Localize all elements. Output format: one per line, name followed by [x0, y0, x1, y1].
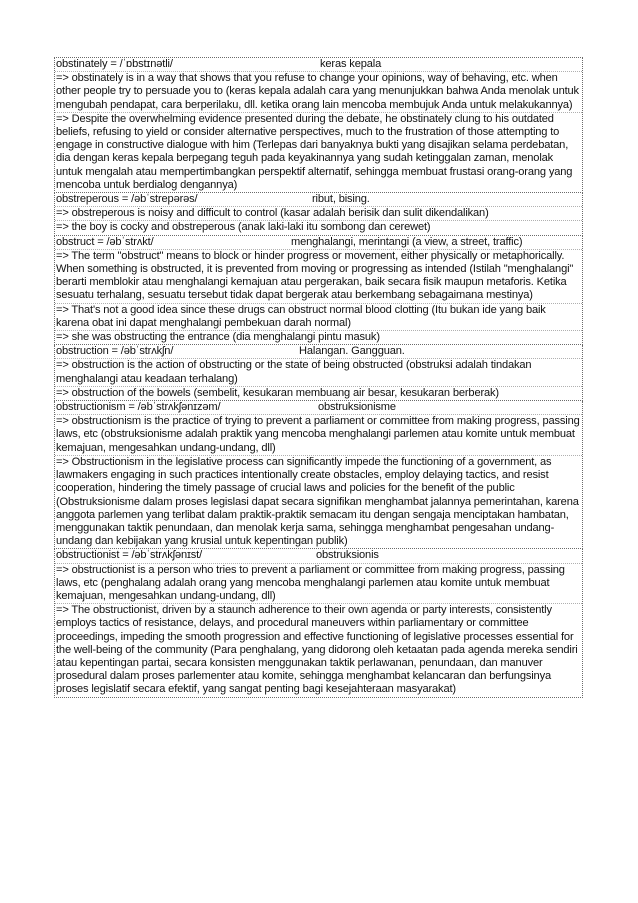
example-line: => The obstructionist, driven by a staunch adherence to their own agenda or party interests, consistently employs tactics of resistance, delays, and procedural maneuvers within parliamentary or committee proceedings, impeding the smooth progression and effective functioning of legislative processes essential for the well-being of the community (Para penghalang, yang didorong oleh ketaatan pada agenda mereka sendiri atau kepentingan partai, secara konsisten menggunakan taktik perlawanan, penundaan, dan manuver prosedural dalam proses parlementer atau komite, sehingga menghambat kelancaran dan berfungsinya proses legislatif secara efektif, yang sangat penting bagi kesejahteraan masyarakat) — [56, 604, 578, 696]
headword-line — [55, 345, 582, 359]
headword-term: obstinately = /ˈɒbstɪnətli/ — [56, 58, 173, 70]
entry-obstructionism — [54, 401, 583, 549]
headword-meaning: keras kepala — [320, 58, 382, 70]
headword-term: obstreperous = /əbˈstrepərəs/ — [56, 193, 198, 206]
headword-term: obstruct = /əbˈstrʌkt/ — [56, 235, 154, 248]
headword-meaning: Halangan. Gangguan. — [299, 345, 405, 358]
entry-obstruction — [54, 345, 583, 401]
entry-obstinately — [54, 57, 583, 193]
headword-meaning: obstruksionisme — [318, 401, 396, 414]
definition-line: => obstructionist is a person who tries to prevent a parliament or committee from making progress, passing laws, etc (penghalang adalah orang yang mencoba menghalangi parlemen atau komite untuk membuat kemajuan, mengesahkan undang-undang, dll) — [55, 564, 582, 605]
entry-obstructionist — [54, 549, 583, 697]
headword-line — [55, 58, 582, 72]
definition-line: => obstructionism is the practice of trying to prevent a parliament or committee from making progress, passing laws, etc (obstruksionisme adalah praktik yang mencoba menghalangi parlemen atau komite untuk membuat kemajuan, mengesahkan undang-undang, dll) — [55, 415, 582, 456]
headword-meaning: menghalangi, merintangi (a view, a street, traffic) — [291, 235, 523, 248]
entry-obstruct — [54, 236, 583, 346]
headword-line — [55, 401, 582, 415]
definition-line: => obstinately is in a way that shows that you refuse to change your opinions, way of behaving, etc. when other people try to persuade you to (keras kepala adalah cara yang menunjukkan bahwa Anda menolak untuk mengubah pendapat, cara berperilaku, dll. ketika orang lain mencoba membujuk Anda untuk melakukannya) — [55, 72, 582, 113]
headword-meaning: ribut, bising. — [312, 193, 370, 206]
example-line: => That's not a good idea since these drugs can obstruct normal blood clotting (Itu bukan ide yang baik karena obat ini dapat menghalangi pembekuan darah normal) — [55, 304, 582, 331]
headword-line — [55, 236, 582, 250]
document-page — [54, 57, 583, 698]
entry-obstreperous — [54, 193, 583, 236]
definition-line: => obstruction is the action of obstructing or the state of being obstructed (obstruksi adalah tindakan menghalangi atau keadaan terhalang) — [55, 359, 582, 386]
headword-term: obstruction = /əbˈstrʌkʃn/ — [56, 345, 174, 358]
headword-term: obstructionist = /əbˈstrʌkʃənɪst/ — [56, 549, 203, 562]
example-line: => Obstructionism in the legislative process can significantly impede the functioning of a government, as lawmakers engaging in such practices intentionally create obstacles, employ delaying tactics, and resist cooperation, hindering the timely passage of crucial laws and policies for the benefit of the public (Obstruksionisme dalam proses legislasi dapat secara signifikan menghambat jalannya pemerintahan, karena anggota parlemen yang terlibat dalam praktik-praktik semacam itu dengan sengaja menciptakan hambatan, menggunakan taktik penundaan, dan menolak kerja sama, sehingga menghambat pengesahan undang-undang dan kebijakan yang krusial untuk kepentingan publik) — [56, 455, 579, 548]
example-line: => she was obstructing the entrance (dia menghalangi pintu masuk) — [56, 331, 380, 344]
headword-meaning: obstruksionis — [316, 549, 379, 562]
definition-line: => The term "obstruct" means to block or hinder progress or movement, either physically or metaphorically. When something is obstructed, it is prevented from moving or progressing as intended (Istilah "menghalangi" berarti memblokir atau menghalangi kemajuan atau pergerakan, baik secara fisik maupun metaforis. Ketika sesuatu terhalang, sesuatu tersebut tidak dapat bergerak atau berkembang sebagaimana mestinya) — [55, 250, 582, 304]
example-line: => obstruction of the bowels (sembelit, kesukaran membuang air besar, kesukaran berberak) — [56, 386, 499, 399]
headword-line — [55, 549, 582, 563]
example-line: => the boy is cocky and obstreperous (anak laki-laki itu sombong dan cerewet) — [56, 221, 431, 234]
example-line: => Despite the overwhelming evidence presented during the debate, he obstinately clung to his outdated beliefs, refusing to yield or consider alternative perspectives, much to the frustration of those attempting to engage in constructive dialogue with him (Terlepas dari banyaknya bukti yang disajikan selama perdebatan, dia dengan keras kepala berpegang teguh pada keyakinannya yang sudah ketinggalan zaman, menolak untuk mengalah atau mempertimbangkan perspektif alternatif, sehingga membuat frustasi orang-orang yang mencoba untuk berdialog dengannya) — [56, 112, 573, 191]
headword-line — [55, 193, 582, 207]
headword-term: obstructionism = /əbˈstrʌkʃənɪzəm/ — [56, 401, 221, 414]
definition-line: => obstreperous is noisy and difficult to control (kasar adalah berisik dan sulit dikendalikan) — [55, 207, 582, 221]
